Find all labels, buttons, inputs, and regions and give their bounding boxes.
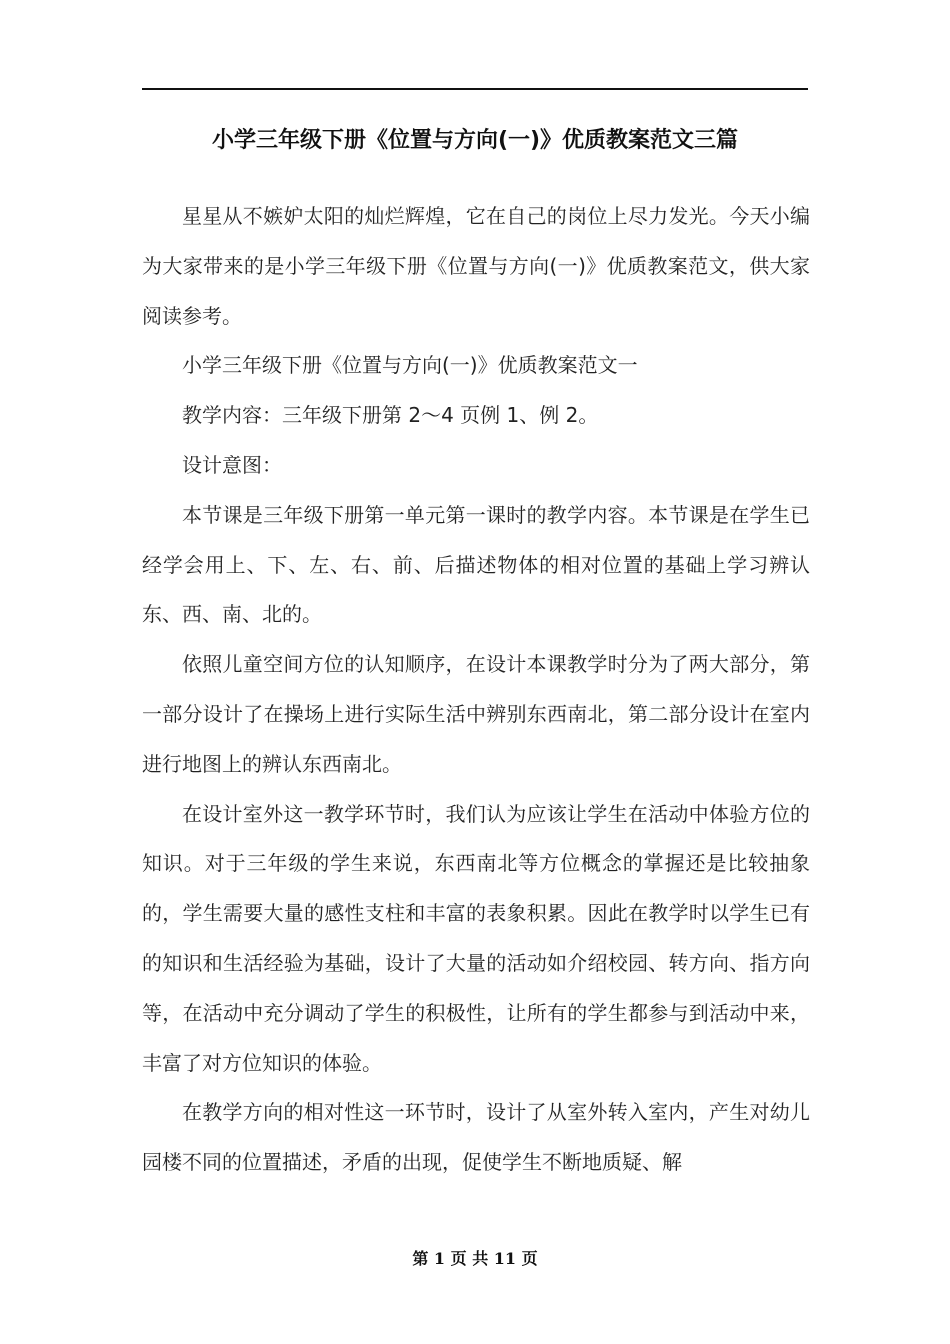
- paragraph-design-intent-label: 设计意图：: [182, 452, 282, 477]
- paragraph-lesson-overview: 本节课是三年级下册第一单元第一课时的教学内容。本节课是在学生已经学会用上、下、左、右、前、后描述物体的相对位置的基础上学习辨认东、西、南、北的。: [142, 502, 810, 627]
- paragraph-relativity: 在教学方向的相对性这一环节时，设计了从室外转入室内，产生对幼儿园楼不同的位置描述，矛盾的出现，促使学生不断地质疑、解: [142, 1100, 810, 1175]
- paragraph-teaching-content: 教学内容：三年级下册第 2～4 页例 1、例 2。: [182, 403, 599, 428]
- header-rule: [142, 88, 808, 90]
- paragraph-outdoor-activity: 在设计室外这一教学环节时，我们认为应该让学生在活动中体验方位的知识。对于三年级的学生来说，东西南北等方位概念的掌握还是比较抽象的，学生需要大量的感性支柱和丰富的表象积累。因此在教学时以学生已有的知识和生活经验为基础，设计了大量的活动如介绍校园、转方向、指方向等，在活动中充分调动了学生的积极性，让所有的学生都参与到活动中来，丰富了对方位知识的体验。: [142, 801, 810, 1075]
- document-title: 小学三年级下册《位置与方向(一)》优质教案范文三篇: [211, 128, 739, 153]
- paragraph-section-heading: 小学三年级下册《位置与方向(一)》优质教案范文一: [182, 353, 638, 378]
- paragraph-design-structure: 依照儿童空间方位的认知顺序，在设计本课教学时分为了两大部分，第一部分设计了在操场上进行实际生活中辨别东西南北，第二部分设计在室内进行地图上的辨认东西南北。: [142, 652, 810, 776]
- page-number: 第 1 页 共 11 页: [412, 1249, 538, 1268]
- document-body: [142, 192, 810, 1188]
- paragraph-intro: 星星从不嫉妒太阳的灿烂辉煌，它在自己的岗位上尽力发光。今天小编为大家带来的是小学三年级下册《位置与方向(一)》优质教案范文，供大家阅读参考。: [142, 204, 810, 328]
